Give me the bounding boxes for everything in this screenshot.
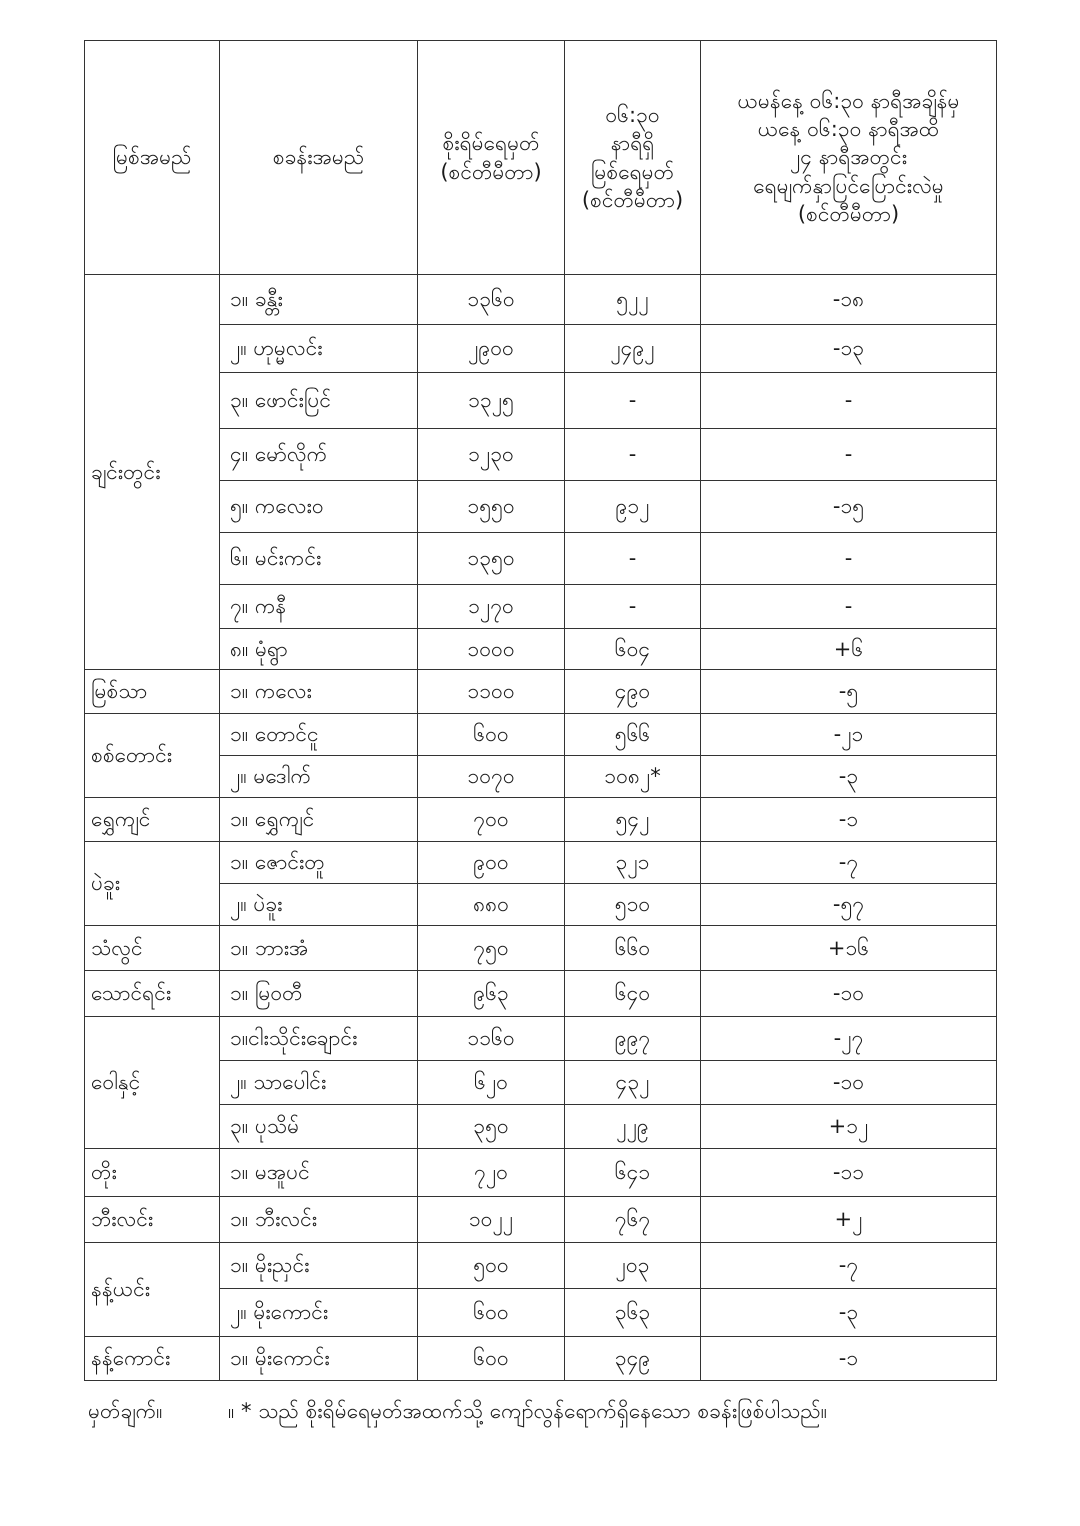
current-level-cell: ၆၄၁ (565, 1149, 701, 1197)
table-row (85, 275, 997, 325)
station-name-cell: ၁။ ဇောင်းတူ (220, 842, 418, 884)
current-level-cell: ၅၁၀ (565, 884, 701, 926)
footnote (88, 1398, 827, 1429)
level-change-cell: -၁၀ (701, 1061, 997, 1105)
table-row (85, 1197, 997, 1243)
table-row (85, 1061, 997, 1105)
danger-level-cell: ၁၀၇၀ (418, 756, 565, 798)
current-level-cell: ၅၂၂ (565, 275, 701, 325)
level-change-cell: -၁၀ (701, 971, 997, 1017)
level-change-cell: -၁ (701, 798, 997, 842)
station-name-cell: ၂။ ပဲခူး (220, 884, 418, 926)
current-level-cell: - (565, 533, 701, 585)
river-name-cell: တိုး (85, 1149, 220, 1197)
danger-level-cell: ၁၂၃၀ (418, 429, 565, 481)
current-level-cell: ၉၁၂ (565, 481, 701, 533)
station-name-cell: ၁။ တောင်ငူ (220, 714, 418, 756)
table-row (85, 1017, 997, 1061)
station-name-cell: ၁။ငါးသိုင်းချောင်း (220, 1017, 418, 1061)
footnote-label: မှတ်ချက်။ (88, 1399, 163, 1423)
level-change-cell: - (701, 373, 997, 429)
header-river: မြစ်အမည် (85, 41, 220, 275)
current-level-cell: ၆၆၀ (565, 926, 701, 971)
current-level-cell: - (565, 429, 701, 481)
river-name-cell: ရွှေကျင် (85, 798, 220, 842)
station-name-cell: ၁။ မြဝတီ (220, 971, 418, 1017)
level-change-cell: -၅ (701, 670, 997, 714)
river-name-cell: မြစ်သာ (85, 670, 220, 714)
level-change-cell: -၁၅ (701, 481, 997, 533)
current-level-cell: ၅၄၂ (565, 798, 701, 842)
current-level-cell: ၄၉၀ (565, 670, 701, 714)
table-row (85, 842, 997, 884)
header-current-level: ၀၆:၃၀ နာရီရှိ မြစ်ရေမှတ် (စင်တီမီတာ) (565, 41, 701, 275)
table-row (85, 884, 997, 926)
river-level-table (84, 40, 997, 1381)
table-row (85, 481, 997, 533)
current-level-cell: ၆၄၀ (565, 971, 701, 1017)
level-change-cell: -၁ (701, 1337, 997, 1381)
danger-level-cell: ၂၉၀၀ (418, 325, 565, 373)
river-name-cell: ပဲခူး (85, 842, 220, 926)
station-name-cell: ၁။ ဘီးလင်း (220, 1197, 418, 1243)
danger-level-cell: ၆၀၀ (418, 714, 565, 756)
level-change-cell: +၁၂ (701, 1105, 997, 1149)
station-name-cell: ၁။ မအူပင် (220, 1149, 418, 1197)
current-level-cell: ၁၀၈၂* (565, 756, 701, 798)
danger-level-cell: ၆၀၀ (418, 1289, 565, 1337)
level-change-cell: -၃ (701, 1289, 997, 1337)
station-name-cell: ၁။ ဘားအံ (220, 926, 418, 971)
level-change-cell: - (701, 533, 997, 585)
level-change-cell: -၂၇ (701, 1017, 997, 1061)
current-level-cell: ၉၉၇ (565, 1017, 701, 1061)
danger-level-cell: ၇၀၀ (418, 798, 565, 842)
table-row (85, 1149, 997, 1197)
level-change-cell: +၂ (701, 1197, 997, 1243)
river-name-cell: ချင်းတွင်း (85, 275, 220, 670)
level-change-cell: -၂၁ (701, 714, 997, 756)
table-row (85, 1337, 997, 1381)
table-body (85, 275, 997, 1381)
danger-level-cell: ၇၅၀ (418, 926, 565, 971)
station-name-cell: ၈။ မုံရွာ (220, 629, 418, 670)
danger-level-cell: ၁၀၂၂ (418, 1197, 565, 1243)
current-level-cell: ၇၆၇ (565, 1197, 701, 1243)
river-name-cell: နန့်ကောင်း (85, 1337, 220, 1381)
station-name-cell: ၇။ ကနီ (220, 585, 418, 629)
danger-level-cell: ၁၂၇၀ (418, 585, 565, 629)
level-change-cell: -၁၈ (701, 275, 997, 325)
table-row (85, 971, 997, 1017)
danger-level-cell: ၆၂၀ (418, 1061, 565, 1105)
table-row (85, 429, 997, 481)
header-station: စခန်းအမည် (220, 41, 418, 275)
level-change-cell: -၇ (701, 1243, 997, 1289)
station-name-cell: ၅။ ကလေးဝ (220, 481, 418, 533)
header-row (85, 41, 997, 275)
station-name-cell: ၂။ မဒေါက် (220, 756, 418, 798)
table-row (85, 1289, 997, 1337)
river-name-cell: သံလွင် (85, 926, 220, 971)
danger-level-cell: ၅၀၀ (418, 1243, 565, 1289)
table-row (85, 533, 997, 585)
current-level-cell: ၃၄၉ (565, 1337, 701, 1381)
level-change-cell: -၃ (701, 756, 997, 798)
level-change-cell: -၇ (701, 842, 997, 884)
table-row (85, 756, 997, 798)
station-name-cell: ၁။ ခန္တီး (220, 275, 418, 325)
current-level-cell: ၂၀၃ (565, 1243, 701, 1289)
station-name-cell: ၆။ မင်းကင်း (220, 533, 418, 585)
table-row (85, 373, 997, 429)
station-name-cell: ၂။ မိုးကောင်း (220, 1289, 418, 1337)
station-name-cell: ၃။ ဖောင်းပြင် (220, 373, 418, 429)
river-name-cell: စစ်တောင်း (85, 714, 220, 798)
river-name-cell: ဝေါနှင့် (85, 1017, 220, 1149)
danger-level-cell: ၉၆၃ (418, 971, 565, 1017)
danger-level-cell: ၆၀၀ (418, 1337, 565, 1381)
table-row (85, 926, 997, 971)
level-change-cell: - (701, 429, 997, 481)
table-row (85, 1243, 997, 1289)
current-level-cell: - (565, 585, 701, 629)
current-level-cell: ၃၂၁ (565, 842, 701, 884)
header-24h-change: ယမန်နေ့ ၀၆:၃၀ နာရီအချိန်မှ ယနေ့ ၀၆:၃၀ နာရီအထိ ၂၄ နာရီအတွင်း ရေမျက်နှာပြင်ပြောင်းလဲမှု (စင်တီမီတာ) (701, 41, 997, 275)
level-change-cell: +၆ (701, 629, 997, 670)
station-name-cell: ၂။ သာပေါင်း (220, 1061, 418, 1105)
danger-level-cell: ၁၀၀၀ (418, 629, 565, 670)
footnote-text: ။ * သည် စိုးရိမ်ရေမှတ်အထက်သို့ ကျော်လွန်ရောက်ရှိနေသော စခန်းဖြစ်ပါသည်။ (228, 1399, 828, 1423)
current-level-cell: ၄၃၂ (565, 1061, 701, 1105)
current-level-cell: ၆၀၄ (565, 629, 701, 670)
station-name-cell: ၃။ ပုသိမ် (220, 1105, 418, 1149)
river-name-cell: နန့်ယင်း (85, 1243, 220, 1337)
table-row (85, 1105, 997, 1149)
current-level-cell: - (565, 373, 701, 429)
station-name-cell: ၄။ မော်လိုက် (220, 429, 418, 481)
station-name-cell: ၁။ မိုးကောင်း (220, 1337, 418, 1381)
table-row (85, 714, 997, 756)
danger-level-cell: ၁၁၆၀ (418, 1017, 565, 1061)
danger-level-cell: ၁၃၆၀ (418, 275, 565, 325)
danger-level-cell: ၃၅၀ (418, 1105, 565, 1149)
danger-level-cell: ၁၁၀၀ (418, 670, 565, 714)
level-change-cell: +၁၆ (701, 926, 997, 971)
station-name-cell: ၂။ ဟုမ္မလင်း (220, 325, 418, 373)
current-level-cell: ၂၄၉၂ (565, 325, 701, 373)
danger-level-cell: ၉၀၀ (418, 842, 565, 884)
level-change-cell: -၅၇ (701, 884, 997, 926)
danger-level-cell: ၇၂၀ (418, 1149, 565, 1197)
danger-level-cell: ၁၃၅၀ (418, 533, 565, 585)
table-row (85, 585, 997, 629)
table-row (85, 325, 997, 373)
table-row (85, 670, 997, 714)
danger-level-cell: ၈၈၀ (418, 884, 565, 926)
table-row (85, 629, 997, 670)
current-level-cell: ၅၆၆ (565, 714, 701, 756)
level-change-cell: -၁၁ (701, 1149, 997, 1197)
station-name-cell: ၁။ မိုးညှင်း (220, 1243, 418, 1289)
station-name-cell: ၁။ ရွှေကျင် (220, 798, 418, 842)
level-change-cell: -၁၃ (701, 325, 997, 373)
current-level-cell: ၂၂၉ (565, 1105, 701, 1149)
station-name-cell: ၁။ ကလေး (220, 670, 418, 714)
danger-level-cell: ၁၃၂၅ (418, 373, 565, 429)
danger-level-cell: ၁၅၅၀ (418, 481, 565, 533)
header-danger-level: စိုးရိမ်ရေမှတ် (စင်တီမီတာ) (418, 41, 565, 275)
river-name-cell: ဘီးလင်း (85, 1197, 220, 1243)
table-row (85, 798, 997, 842)
level-change-cell: - (701, 585, 997, 629)
river-name-cell: သောင်ရင်း (85, 971, 220, 1017)
current-level-cell: ၃၆၃ (565, 1289, 701, 1337)
